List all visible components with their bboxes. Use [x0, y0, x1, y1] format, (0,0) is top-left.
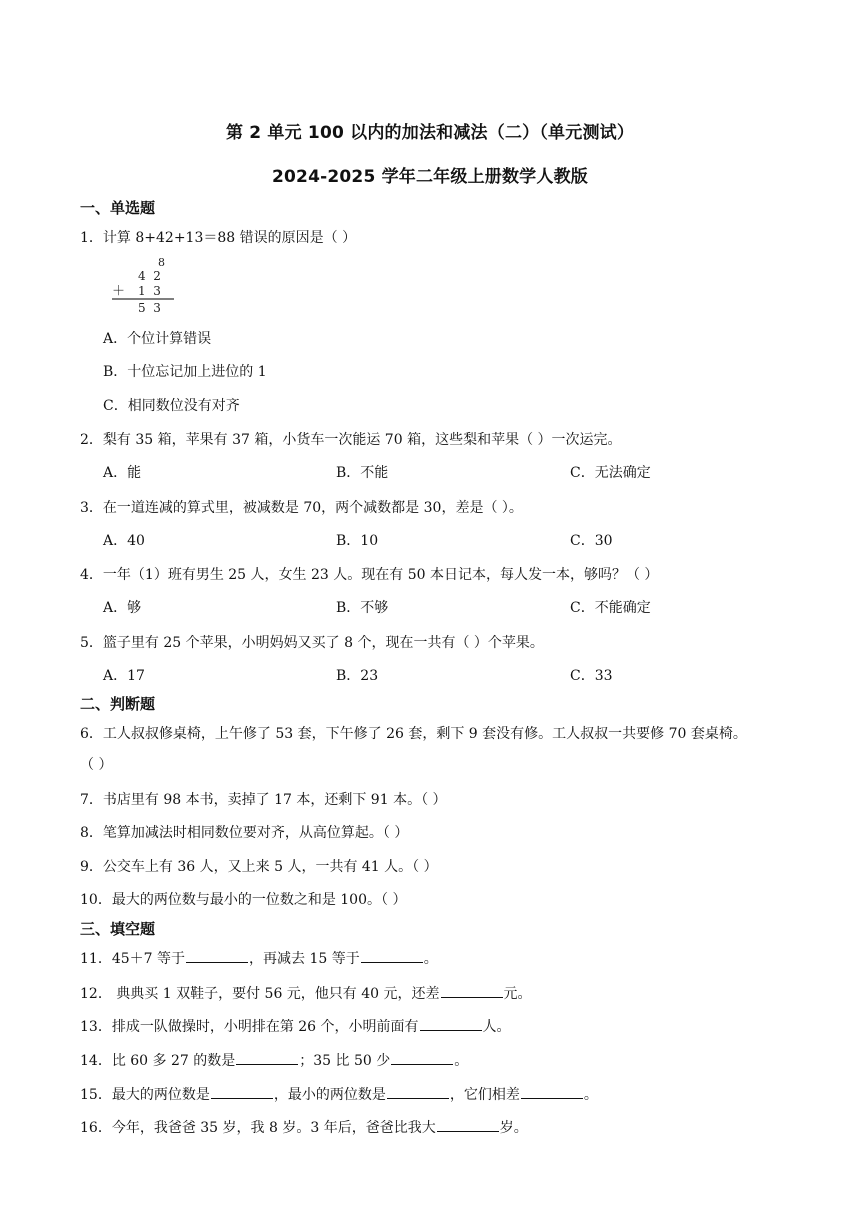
question-text: 岁。 [499, 1120, 528, 1136]
question-text: 笔算加减法时相同数位要对齐，从高位算起。（ ） [102, 825, 409, 841]
question-5 [80, 632, 544, 652]
question-text: 人。 [482, 1019, 511, 1035]
question-number: 11． [80, 951, 112, 967]
question-text: 书店里有 98 本书，卖掉了 17 本，还剩下 91 本。（ ） [102, 792, 447, 808]
question-text: ，它们相差 [449, 1087, 520, 1103]
vertical-calculation-figure [108, 255, 178, 317]
answer-blank[interactable] [211, 1084, 273, 1099]
q4-option-c[interactable]: C．不能确定 [570, 600, 651, 616]
question-number: 13． [80, 1019, 112, 1035]
q2-option-b[interactable]: B．不能 [336, 465, 389, 481]
question-14 [80, 1050, 468, 1070]
question-6 [80, 723, 747, 743]
answer-blank[interactable] [521, 1084, 583, 1099]
question-text: 45＋7 等于 [111, 951, 185, 967]
question-text: 最大的两位数是 [111, 1087, 210, 1103]
q2-option-c[interactable]: C．无法确定 [570, 465, 651, 481]
question-16 [80, 1117, 528, 1137]
question-text: 梨有 35 箱，苹果有 37 箱，小货车一次能运 70 箱，这些梨和苹果（ ）一次运完。 [102, 432, 622, 448]
question-text: 今年，我爸爸 35 岁，我 8 岁。3 年后，爸爸比我大 [111, 1120, 436, 1136]
question-number: 7． [80, 792, 103, 808]
q3-option-b[interactable]: B．10 [336, 533, 379, 549]
carry-digit: 8 [158, 256, 165, 269]
question-text: 公交车上有 36 人，又上来 5 人，一共有 41 人。（ ） [102, 859, 438, 875]
result-row: 5 3 [138, 301, 161, 315]
question-12 [80, 983, 532, 1003]
q4-option-b[interactable]: B．不够 [336, 600, 389, 616]
question-text: 。 [454, 1053, 469, 1069]
question-number: 1． [80, 230, 103, 246]
question-text: 。 [423, 951, 438, 967]
question-number: 10． [80, 892, 112, 908]
q2-option-a[interactable]: A．能 [103, 465, 142, 481]
question-number: 9． [80, 859, 103, 875]
answer-blank[interactable] [391, 1050, 453, 1065]
question-number: 12． [80, 986, 112, 1002]
question-text: 。 [583, 1087, 598, 1103]
question-10 [80, 889, 406, 909]
question-7 [80, 789, 447, 809]
question-text: ；35 比 50 少 [299, 1053, 391, 1069]
question-2 [80, 429, 622, 449]
answer-blank[interactable] [361, 948, 423, 963]
q3-option-c[interactable]: C．30 [570, 533, 613, 549]
question-number: 6． [80, 726, 103, 742]
answer-blank[interactable] [441, 983, 503, 998]
answer-blank[interactable] [186, 948, 248, 963]
question-8 [80, 822, 408, 842]
q5-option-b[interactable]: B．23 [336, 668, 379, 684]
addend-row-1: 4 2 [138, 269, 161, 283]
q1-option-a[interactable]: A．个位计算错误 [103, 331, 212, 347]
q4-option-a[interactable]: A．够 [103, 600, 142, 616]
q1-option-b[interactable]: B．十位忘记加上进位的 1 [103, 364, 267, 380]
question-text: 工人叔叔修桌椅，上午修了 53 套，下午修了 26 套，剩下 9 套没有修。工人叔叔一共要修 70 套桌椅。 [102, 726, 747, 742]
answer-blank[interactable] [437, 1117, 499, 1132]
question-text: 典典买 1 双鞋子，要付 56 元，他只有 40 元，还差 [111, 986, 440, 1002]
question-text: ，最小的两位数是 [273, 1087, 386, 1103]
question-9 [80, 856, 438, 876]
q5-option-c[interactable]: C．33 [570, 668, 613, 684]
question-13 [80, 1016, 511, 1036]
vertical-calculation-svg [108, 255, 178, 317]
q5-option-a[interactable]: A．17 [103, 668, 145, 684]
page-title: 第 2 单元 100 以内的加法和减法（二）（单元测试） [225, 123, 635, 143]
question-text: 比 60 多 27 的数是 [111, 1053, 236, 1069]
question-number: 14． [80, 1053, 112, 1069]
question-number: 8． [80, 825, 103, 841]
question-text: 一年（1）班有男生 25 人，女生 23 人。现在有 50 本日记本，每人发一本，够吗？（ ） [102, 567, 659, 583]
answer-blank[interactable] [387, 1084, 449, 1099]
question-number: 2． [80, 432, 103, 448]
plus-sign: ＋ [112, 284, 126, 299]
question-text: 最大的两位数与最小的一位数之和是 100。（ ） [111, 892, 407, 908]
page-subtitle: 2024-2025 学年二年级上册数学人教版 [271, 167, 588, 187]
question-number: 4． [80, 567, 103, 583]
question-15 [80, 1084, 598, 1104]
addend-row-2: 1 3 [138, 284, 161, 298]
section-heading-multiple-choice: 一、单选题 [80, 199, 156, 217]
question-text: 计算 8+42+13＝88 错误的原因是（ ） [102, 230, 357, 246]
question-text: ，再减去 15 等于 [249, 951, 360, 967]
q1-option-c[interactable]: C．相同数位没有对齐 [103, 398, 240, 414]
answer-blank[interactable] [236, 1050, 298, 1065]
question-number: 16． [80, 1120, 112, 1136]
q6-answer-bracket[interactable]: （ ） [80, 757, 113, 773]
answer-blank[interactable] [420, 1016, 482, 1031]
question-4 [80, 564, 658, 584]
question-text: 在一道连减的算式里，被减数是 70，两个减数都是 30，差是（ ）。 [102, 500, 523, 516]
question-1 [80, 227, 356, 247]
question-text: 排成一队做操时，小明排在第 26 个，小明前面有 [111, 1019, 419, 1035]
question-number: 15． [80, 1087, 112, 1103]
question-number: 5． [80, 635, 103, 651]
section-heading-fill-in: 三、填空题 [80, 920, 156, 938]
question-3 [80, 497, 523, 517]
question-text: 元。 [503, 986, 532, 1002]
question-11 [80, 948, 438, 968]
q3-option-a[interactable]: A．40 [103, 533, 145, 549]
section-heading-true-false: 二、判断题 [80, 695, 156, 713]
question-number: 3． [80, 500, 103, 516]
question-text: 篮子里有 25 个苹果，小明妈妈又买了 8 个，现在一共有（ ）个苹果。 [102, 635, 544, 651]
